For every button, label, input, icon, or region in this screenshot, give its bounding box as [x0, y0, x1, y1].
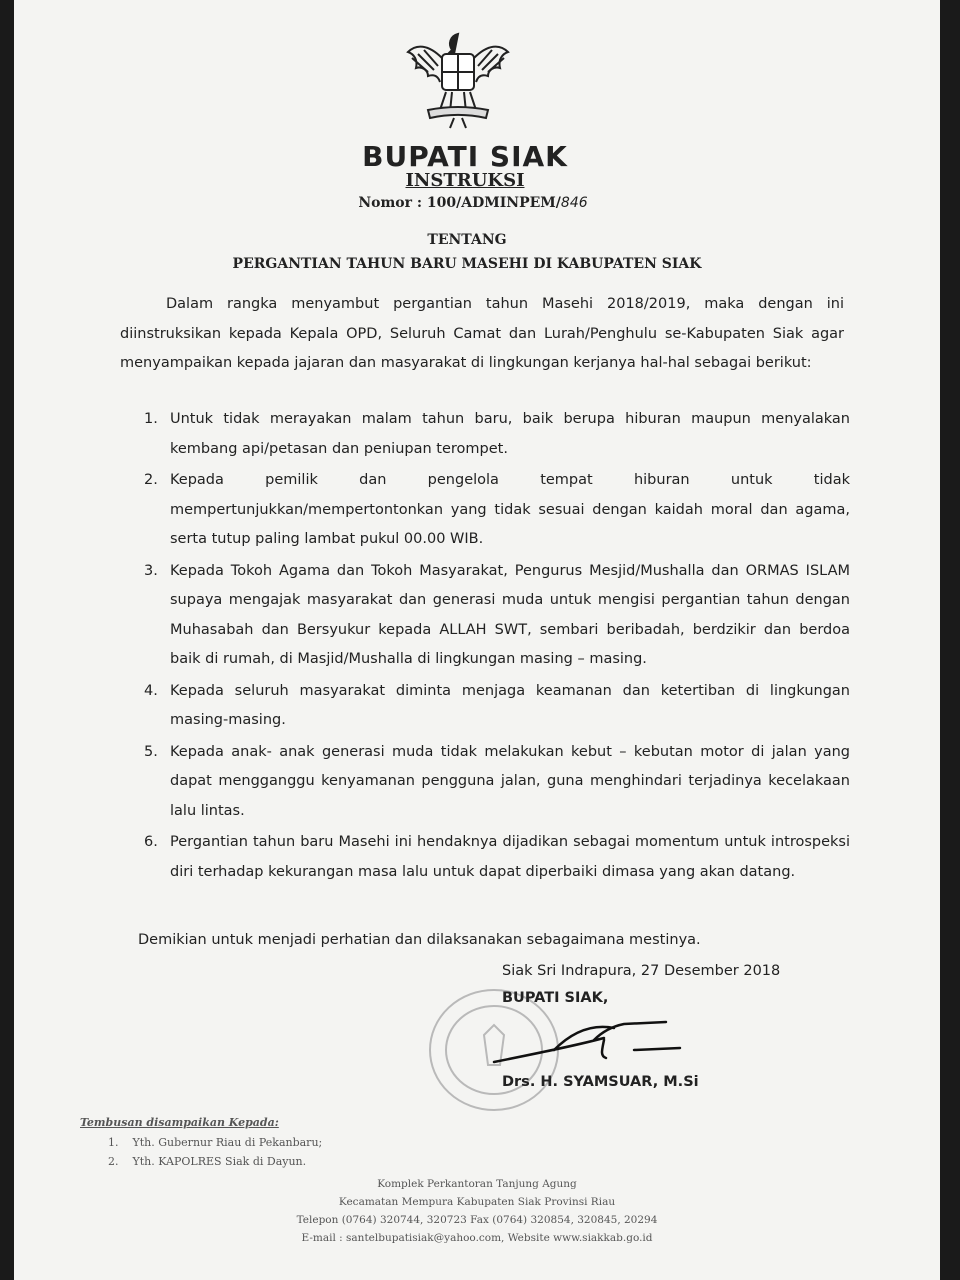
list-item: 6. Pergantian tahun baru Masehi ini hendaknya dijadikan sebagai momentum untuk introspeksi diri terhadap kekurangan masa lalu untuk dapat diperbaiki dimasa yang akan datang. — [144, 834, 850, 880]
cc-item: 2. Yth. KAPOLRES Siak di Dayun. — [108, 1155, 307, 1168]
list-item: 2. Kepada pemilik dan pengelola tempat hiburan untuk tidak mempertunjukkan/mempertontonkan yang tidak sesuai dengan kaidah moral dan agama, serta tutup paling lambat pukul 00.00 WIB. — [144, 472, 850, 547]
footer-address-line: Komplek Perkantoran Tanjung Agung — [377, 1178, 577, 1190]
list-item: 5. Kepada anak- anak generasi muda tidak melakukan kebut – kebutan motor di jalan yang dapat mengganggu kenyamanan pengguna jalan, guna menghindari terjadinya kecelakaan lalu lintas. — [144, 743, 850, 819]
list-item: 4. Kepada seluruh masyarakat diminta menjaga keamanan dan ketertiban di lingkungan masing-masing. — [144, 682, 850, 728]
closing-sentence: Demikian untuk menjadi perhatian dan dilaksanakan sebagaimana mestinya. — [138, 932, 701, 948]
institution-title: BUPATI SIAK — [362, 140, 568, 173]
document-page — [14, 0, 940, 1280]
intro-paragraph: Dalam rangka menyambut pergantian tahun Masehi 2018/2019, maka dengan ini diinstruksikan kepada Kepala OPD, Seluruh Camat dan Lurah/Penghulu se-Kabupaten Siak agar menyampaikan kepada jajaran dan masyarakat di lingkungan kerjanya hal-hal sebagai berikut: — [120, 296, 844, 371]
footer-address-line: Kecamatan Mempura Kabupaten Siak Provinsi Riau — [338, 1196, 616, 1208]
footer-contact-line: E-mail : santelbupatisiak@yahoo.com, Website www.siakkab.go.id — [301, 1232, 653, 1244]
list-item: 1. Untuk tidak merayakan malam tahun baru, baik berupa hiburan maupun menyalakan kembang api/petasan dan peniupan terompet. — [144, 411, 850, 457]
about-label: TENTANG — [427, 232, 507, 248]
signature-place-date: Siak Sri Indrapura, 27 Desember 2018 — [502, 963, 781, 979]
document-type: INSTRUKSI — [405, 170, 525, 191]
subject-title: PERGANTIAN TAHUN BARU MASEHI DI KABUPATEN SIAK — [232, 256, 702, 272]
instruction-list — [144, 405, 850, 889]
footer-phone-line: Telepon (0764) 320744, 320723 Fax (0764) 320854, 320845, 20294 — [296, 1214, 658, 1226]
signatory-name: Drs. H. SYAMSUAR, M.Si — [502, 1074, 699, 1090]
cc-title: Tembusan disampaikan Kepada: — [80, 1116, 279, 1129]
signature-title: BUPATI SIAK, — [502, 990, 609, 1006]
number-handwritten: 846 — [560, 195, 588, 211]
cc-item: 1. Yth. Gubernur Riau di Pekanbaru; — [108, 1136, 323, 1149]
number-prefix: Nomor : 100/ADMINPEM/ — [358, 195, 561, 211]
garuda-emblem-icon — [398, 14, 518, 132]
handwritten-signature-icon — [484, 1010, 684, 1070]
list-item: 3. Kepada Tokoh Agama dan Tokoh Masyarakat, Pengurus Mesjid/Mushalla dan ORMAS ISLAM supaya mengajak masyarakat dan generasi muda untuk mengisi pergantian tahun dengan Muhasabah dan Bersyukur kepada ALLAH SWT, sembari beribadah, berdzikir dan berdoa baik di rumah, di Masjid/Mushalla di lingkungan masing – masing. — [144, 562, 850, 667]
document-number — [10, 195, 936, 211]
